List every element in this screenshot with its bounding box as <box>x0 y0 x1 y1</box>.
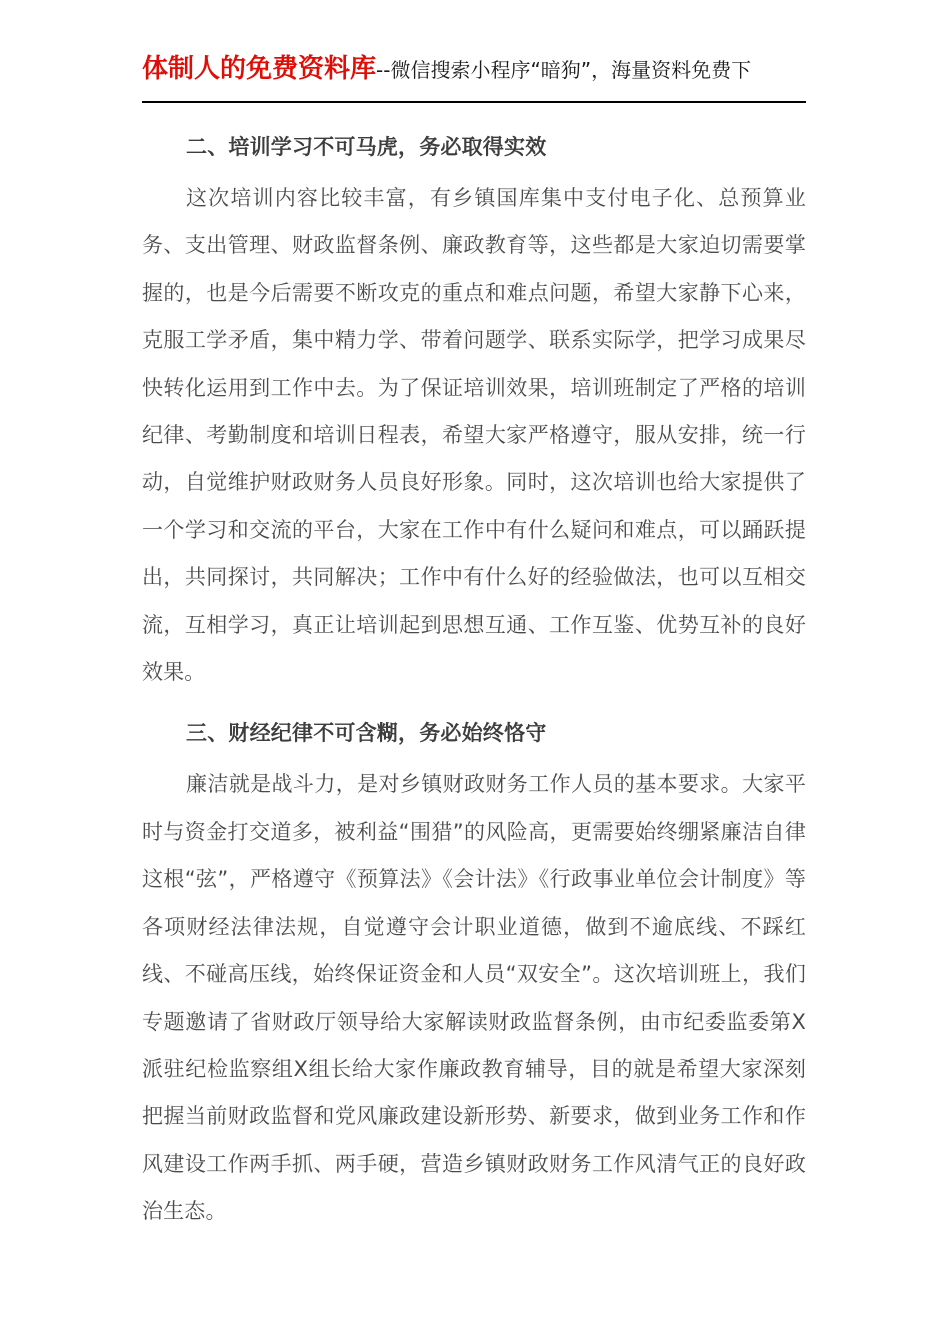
header-tail-text: --微信搜索小程序“暗狗”，海量资料免费下 <box>376 58 752 82</box>
header-brand-text: 体制人的免费资料库 <box>142 54 377 84</box>
section-two-paragraph-one: 这次培训内容比较丰富，有乡镇国库集中支付电子化、总预算业务、支出管理、财政监督条例、廉政教育等，这些都是大家迫切需要掌握的，也是今后需要不断攻克的重点和难点问题，希望大家静下心来，克服工学矛盾，集中精力学、带着问题学、联系实际学，把学习成果尽快转化运用到工作中去。为了保证培训效果，培训班制定了严格的培训纪律、考勤制度和培训日程表，希望大家严格遵守，服从安排，统一行动，自觉维护财政财务人员良好形象。同时，这次培训也给大家提供了一个学习和交流的平台，大家在工作中有什么疑问和难点，可以踊跃提出，共同探讨，共同解决；工作中有什么好的经验做法，也可以互相交流，互相学习，真正让培训起到思想互通、工作互鉴、优势互补的良好效果。 <box>142 186 806 685</box>
header-text-line <box>142 56 806 88</box>
document-body <box>142 124 806 1236</box>
page-header-watermark <box>142 56 806 88</box>
header-divider-rule <box>142 101 806 103</box>
section-three-paragraph-one: 廉洁就是战斗力，是对乡镇财政财务工作人员的基本要求。大家平时与资金打交道多，被利益“围猎”的风险高，更需要始终绷紧廉洁自律这根“弦”，严格遵守《预算法》《会计法》《行政事业单位会计制度》等各项财经法律法规，自觉遵守会计职业道德，做到不逾底线、不踩红线、不碰高压线，始终保证资金和人员“双安全”。这次培训班上，我们专题邀请了省财政厅领导给大家解读财政监督条例，由市纪委监委第X派驻纪检监察组X组长给大家作廉政教育辅导，目的就是希望大家深刻把握当前财政监督和党风廉政建设新形势、新要求，做到业务工作和作风建设工作两手抓、两手硬，营造乡镇财政财务工作风清气正的良好政治生态。 <box>142 772 806 1224</box>
section-heading-two: 二、培训学习不可马虎，务必取得实效 <box>186 135 547 159</box>
section-heading-three: 三、财经纪律不可含糊，务必始终恪守 <box>186 721 547 746</box>
